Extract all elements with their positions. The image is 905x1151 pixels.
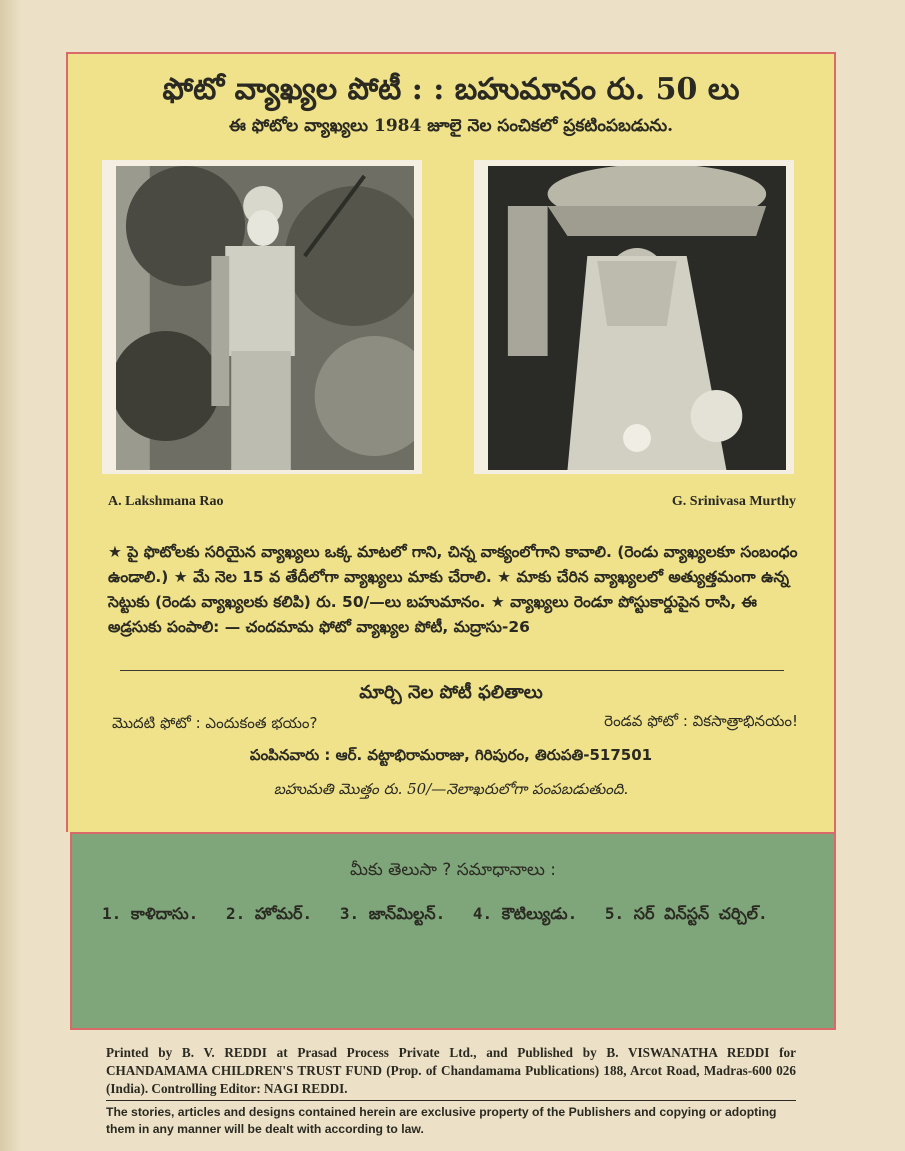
- answer-item: 1. కాళిదాసు.: [102, 904, 199, 923]
- answer-item: 4. కౌటిల్యుడు.: [472, 904, 578, 923]
- contest-photo-right: [474, 160, 794, 474]
- imprint-divider: [106, 1100, 796, 1101]
- results-title: మార్చి నెల పోటీ ఫలితాలు: [359, 682, 543, 703]
- answer-item: 3. జాన్‌మిల్టన్.: [339, 904, 446, 923]
- rule-text: ★ వ్యాఖ్యలు రెండూ పోస్టుకార్డుపైన రాసి, ఈ అడ్రసుకు పంపాలి: — చందమామ ఫోటో వ్యాఖ్యల పోటీ, మద్రాసు-26: [108, 593, 757, 636]
- contest-photo-left: [102, 160, 422, 474]
- woman-with-basket-photo: [488, 166, 786, 470]
- copyright-notice: The stories, articles and designs contained herein are exclusive property of the Publishers and copying or adopting them in any manner will be dealt with according to law.: [106, 1105, 777, 1136]
- contest-header: ఫోటో వ్యాఖ్యల పోటీ : : బహుమానం రు. 50 లు: [162, 72, 740, 107]
- winner-sender: పంపినవారు : ఆర్. వట్టాభిరామరాజు, గిరిపురం, తిరుపతి-517501: [249, 746, 653, 764]
- page-edge: [0, 0, 22, 1151]
- rule-text: ★ పై ఫొటోలకు సరియైన వ్యాఖ్యలు ఒక్క మాటలో గాని, చిన్న వాక్యంలోగాని కావాలి. (రెండు వ్యాఖ్యలకూ సంబంధం ఉండాలి.): [108, 543, 798, 586]
- photo-credit-right: G. Srinivasa Murthy: [671, 494, 796, 509]
- photo-credit-left: A. Lakshmana Rao: [108, 494, 224, 509]
- answers-list: [102, 904, 814, 927]
- rule-text: ★ మాకు చేరిన వ్యాఖ్యలలో అత్యుత్తమంగా ఉన్న సెట్టుకు (రెండు వ్యాఖ్యలకు కలిపి) రు. 50/—లు బహుమానం.: [108, 568, 789, 611]
- old-man-photo: [116, 166, 414, 470]
- printer-imprint: Printed by B. V. REDDI at Prasad Process Private Ltd., and Published by B. VISWANATHA REDDI for CHANDAMAMA CHILDREN'S TRUST FUND (Prop. of Chandamama Publications) 188, Arcot Road, Madras-600 026 (India). Controlling Editor: NAGI REDDI.: [106, 1045, 796, 1096]
- answers-title: మీకు తెలుసా ? సమాధానాలు :: [350, 860, 556, 880]
- quiz-answers-panel: [70, 832, 836, 1030]
- rule-text: ★ మే నెల 15 వ తేదీలోగా వ్యాఖ్యలు మాకు చేరాలి.: [173, 568, 492, 586]
- answer-item: 5. సర్ విన్‌స్టన్ చర్చిల్.: [604, 904, 768, 923]
- answer-item: 2. హోమర్.: [225, 904, 313, 923]
- section-divider: [120, 670, 784, 671]
- contest-subheader: ఈ ఫోటోల వ్యాఖ్యలు 1984 జూలై నెల సంచికలో ప్రకటింపబడును.: [228, 116, 674, 136]
- prize-note: బహుమతి మొత్తం రు. 50/—నెలాఖరులోగా పంపబడుతుంది.: [273, 780, 629, 798]
- result-first-photo: మొదటి ఫోటో : ఎందుకంత భయం?: [112, 714, 318, 732]
- contest-rules: [108, 540, 808, 640]
- result-second-photo: రెండవ ఫోటో : వికసాత్రాభినయం!: [604, 712, 798, 730]
- photo-caption-contest-panel: [66, 52, 836, 832]
